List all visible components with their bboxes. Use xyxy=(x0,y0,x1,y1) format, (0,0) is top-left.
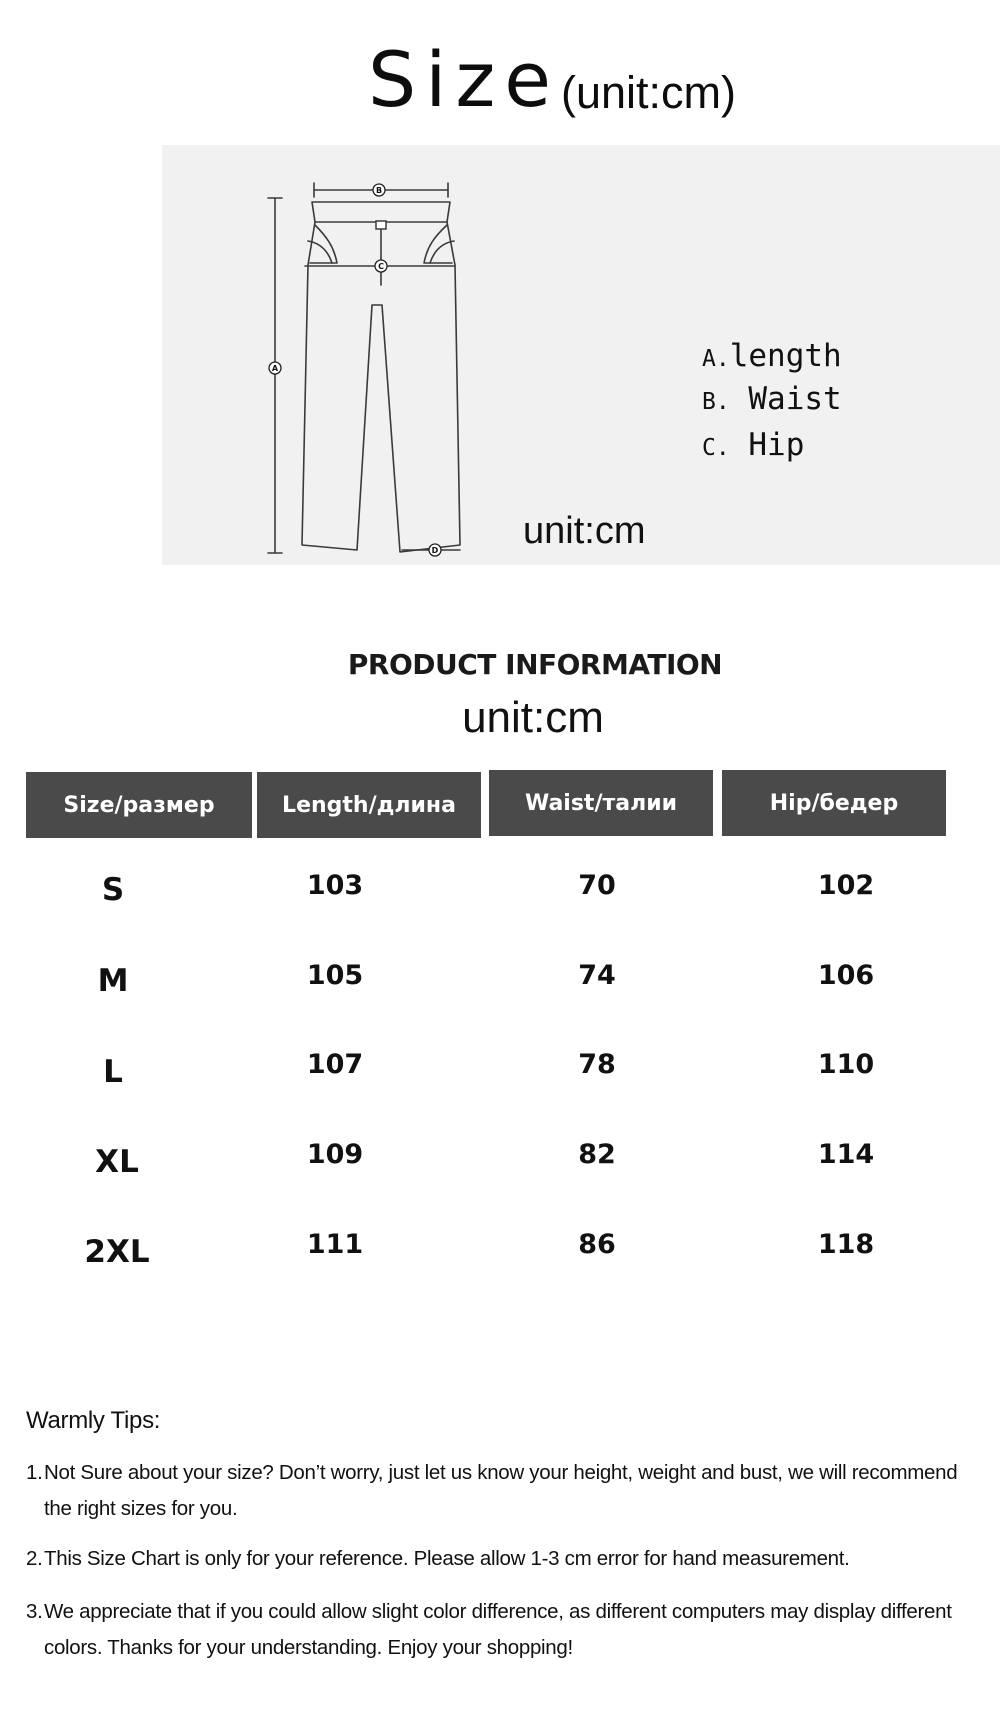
table-header-hip: Hip/бедер xyxy=(722,770,946,836)
legend-letter: B. xyxy=(702,389,730,415)
table-header-length: Length/длина xyxy=(257,772,481,838)
legend-item-length xyxy=(702,338,842,374)
tip-text: Not Sure about your size? Don’t worry, just let us know your height, weight and bust, we will recommend the right sizes for you. xyxy=(44,1461,958,1520)
tip-text: We appreciate that if you could allow slight color difference, as different computers may display different colors. Thanks for your understanding. Enjoy your shopping! xyxy=(44,1600,952,1659)
length-cell: 105 xyxy=(306,960,364,991)
legend-label: Waist xyxy=(748,381,842,417)
length-cell: 109 xyxy=(306,1139,364,1170)
waist-cell: 86 xyxy=(578,1229,616,1260)
size-cell: XL xyxy=(95,1144,139,1180)
tip-number: 1. xyxy=(26,1461,43,1484)
waist-cell: 74 xyxy=(578,960,616,991)
legend-letter: A. xyxy=(702,346,730,372)
hip-cell: 110 xyxy=(817,1049,875,1080)
product-information-heading: PRODUCT INFORMATION xyxy=(347,648,723,681)
tip-number: 3. xyxy=(26,1600,43,1623)
marker-a-label: A xyxy=(271,364,279,373)
table-header-waist: Waist/талии xyxy=(489,770,713,836)
length-cell: 111 xyxy=(306,1229,364,1260)
tip-item-1 xyxy=(26,1455,971,1527)
marker-b-label: B xyxy=(375,186,383,195)
length-cell: 107 xyxy=(306,1049,364,1080)
size-cell: L xyxy=(103,1054,123,1090)
waist-cell: 70 xyxy=(578,870,616,901)
hip-cell: 102 xyxy=(817,870,875,901)
size-cell: S xyxy=(101,872,125,908)
legend-letter: C. xyxy=(702,435,730,461)
hip-cell: 118 xyxy=(817,1229,875,1260)
size-cell: 2XL xyxy=(84,1234,150,1270)
hip-cell: 106 xyxy=(817,960,875,991)
table-header-size: Size/размер xyxy=(26,772,252,838)
product-information-unit: unit:cm xyxy=(462,693,604,742)
tip-number: 2. xyxy=(26,1547,43,1570)
legend-label: Hip xyxy=(748,427,805,463)
tip-item-3 xyxy=(26,1594,971,1666)
diagram-unit-label: unit:cm xyxy=(523,510,646,552)
tip-text: This Size Chart is only for your reference. Please allow 1-3 cm error for hand measurement. xyxy=(44,1547,850,1570)
hip-cell: 114 xyxy=(817,1139,875,1170)
size-cell: M xyxy=(97,963,129,999)
tip-item-2 xyxy=(26,1541,971,1577)
legend-label: length xyxy=(729,338,842,374)
size-title: Size xyxy=(368,35,561,124)
waist-cell: 78 xyxy=(578,1049,616,1080)
size-title-unit: (unit:cm) xyxy=(561,67,737,118)
waist-cell: 82 xyxy=(578,1139,616,1170)
tips-heading: Warmly Tips: xyxy=(26,1407,161,1434)
legend-item-hip xyxy=(702,427,805,463)
legend-item-waist xyxy=(702,381,842,417)
pants-diagram-illustration xyxy=(162,145,562,565)
length-cell: 103 xyxy=(306,870,364,901)
marker-c-label: C xyxy=(378,262,384,271)
marker-d-label: D xyxy=(431,546,439,555)
